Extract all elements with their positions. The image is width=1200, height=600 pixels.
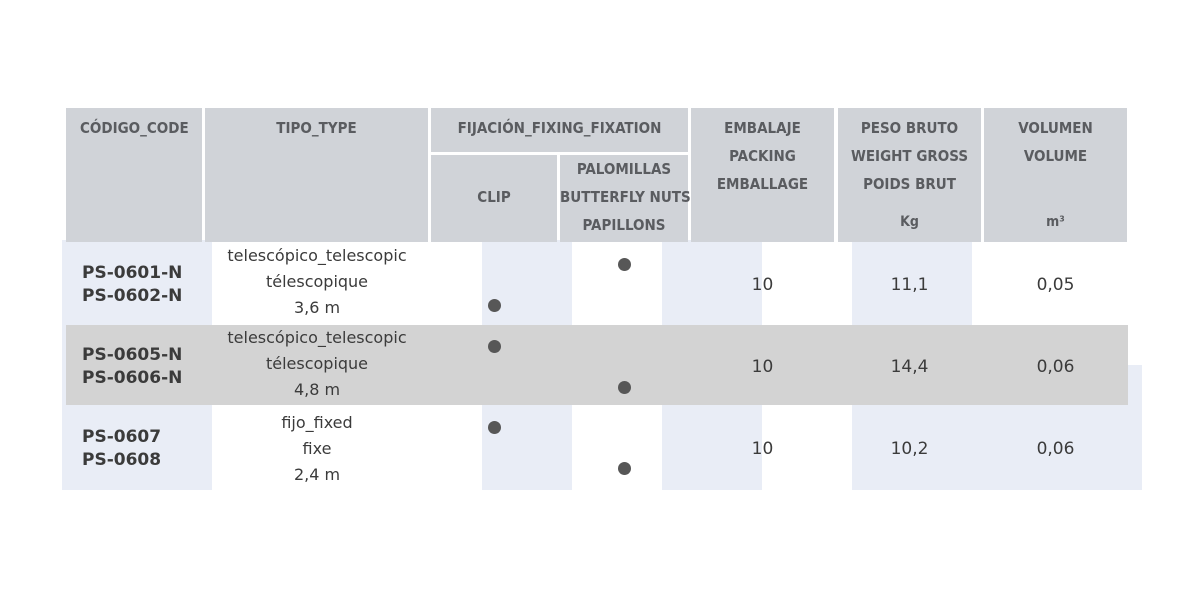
row-volume: 0,06 — [1036, 357, 1075, 377]
header-volume: VOLUMEN VOLUME m³ — [984, 108, 1127, 242]
row-weight: 11,1 — [890, 275, 929, 295]
volume-unit: m³ — [1046, 214, 1065, 230]
header-fixation: FIJACIÓN_FIXING_FIXATION — [431, 108, 688, 152]
header-packing: EMBALAJE PACKING EMBALLAGE — [691, 108, 834, 242]
row-packing: 10 — [751, 357, 774, 377]
clip-dot — [488, 421, 501, 434]
row-volume: 0,06 — [1036, 439, 1075, 459]
row-codes: PS-0607 PS-0608 — [82, 427, 162, 470]
row-type: telescópico_telescopic télescopique 3,6 m — [227, 246, 407, 317]
row-weight: 14,4 — [890, 357, 929, 377]
row-volume: 0,05 — [1036, 275, 1075, 295]
butterfly-dot — [618, 381, 631, 394]
row-type: fijo_fixed fixe 2,4 m — [281, 413, 353, 484]
row-packing: 10 — [751, 439, 774, 459]
butterfly-dot — [618, 258, 631, 271]
clip-dot — [488, 340, 501, 353]
header-type: TIPO_TYPE — [205, 108, 428, 242]
row-packing: 10 — [751, 275, 774, 295]
row-codes: PS-0601-N PS-0602-N — [82, 263, 183, 306]
weight-unit: Kg — [900, 214, 919, 230]
butterfly-dot — [618, 462, 631, 475]
row-codes: PS-0605-N PS-0606-N — [82, 345, 183, 388]
header-weight: PESO BRUTO WEIGHT GROSS POIDS BRUT Kg — [838, 108, 981, 242]
row-weight: 10,2 — [890, 439, 929, 459]
header-butterfly-nuts: PALOMILLAS BUTTERFLY NUTS PAPILLONS — [560, 155, 688, 242]
clip-dot — [488, 299, 501, 312]
row-type: telescópico_telescopic télescopique 4,8 m — [227, 328, 407, 399]
header-clip: CLIP — [431, 155, 557, 242]
header-code: CÓDIGO_CODE — [66, 108, 202, 242]
